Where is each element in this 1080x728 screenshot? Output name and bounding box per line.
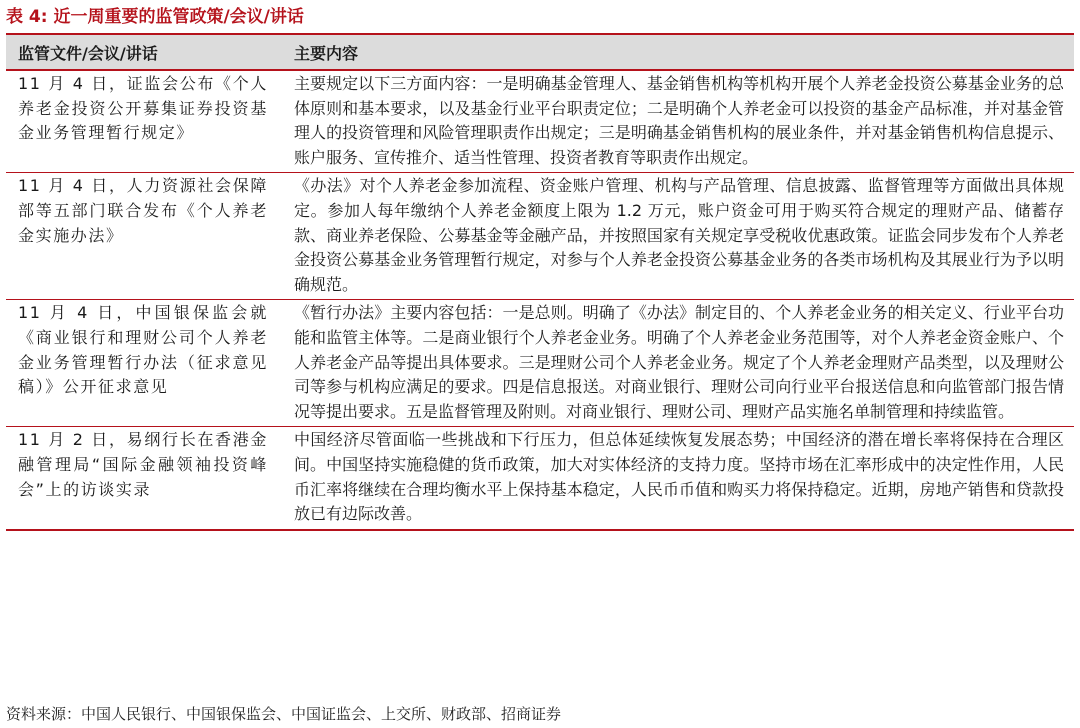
- event-cell: 11 月 2 日，易纲行长在香港金融管理局“国际金融领袖投资峰会”上的访谈实录: [6, 427, 282, 530]
- event-cell: 11 月 4 日，中国银保监会就《商业银行和理财公司个人养老金业务管理暂行办法（征求意见稿）》公开征求意见: [6, 300, 282, 427]
- table-title: 表 4: 近一周重要的监管政策/会议/讲话: [6, 7, 304, 27]
- header-content: 主要内容: [282, 34, 1074, 70]
- table-row: [6, 300, 1074, 427]
- event-cell: 11 月 4 日，证监会公布《个人养老金投资公开募集证券投资基金业务管理暂行规定》: [6, 70, 282, 173]
- content-cell: 《暂行办法》主要内容包括：一是总则。明确了《办法》制定目的、个人养老金业务的相关定义、行业平台功能和监管主体等。二是商业银行个人养老金业务。明确了个人养老金业务范围等，对个人养老金资金账户、个人养老金产品等提出具体要求。三是理财公司个人养老金业务。规定了个人养老金理财产品类型，以及理财公司等参与机构应满足的要求。四是信息报送。对商业银行、理财公司向行业平台报送信息和向监管部门报告情况等提出要求。五是监督管理及附则。对商业银行、理财公司、理财产品实施名单制管理和持续监管。: [282, 300, 1074, 427]
- policy-table: [6, 33, 1074, 531]
- event-cell: 11 月 4 日，人力资源社会保障部等五部门联合发布《个人养老金实施办法》: [6, 173, 282, 300]
- content-cell: 主要规定以下三方面内容：一是明确基金管理人、基金销售机构等机构开展个人养老金投资公募基金业务的总体原则和基本要求，以及基金行业平台职责定位；二是明确个人养老金可以投资的基金产品标准，并对基金管理人的投资管理和风险管理职责作出规定；三是明确基金销售机构的展业条件，并对基金销售机构信息提示、账户服务、宣传推介、适当性管理、投资者教育等职责作出规定。: [282, 70, 1074, 173]
- content-cell: 《办法》对个人养老金参加流程、资金账户管理、机构与产品管理、信息披露、监督管理等方面做出具体规定。参加人每年缴纳个人养老金额度上限为 1.2 万元，账户资金可用于购买符合规定的理财产品、储蓄存款、商业养老保险、公募基金等金融产品，并按照国家有关规定享受税收优惠政策。证监会同步发布个人养老金投资公募基金业务管理暂行规定，对参与个人养老金投资公募基金业务的各类市场机构及其展业行为予以明确规范。: [282, 173, 1074, 300]
- source-note: 资料来源：中国人民银行、中国银保监会、中国证监会、上交所、财政部、招商证券: [6, 705, 562, 723]
- table-row: [6, 173, 1074, 300]
- content-cell: 中国经济尽管面临一些挑战和下行压力，但总体延续恢复发展态势；中国经济的潜在增长率将保持在合理区间。中国坚持实施稳健的货币政策，加大对实体经济的支持力度。坚持市场在汇率形成中的决定性作用，人民币汇率将继续在合理均衡水平上保持基本稳定，人民币币值和购买力将保持稳定。近期，房地产销售和贷款投放已有边际改善。: [282, 427, 1074, 530]
- table-row: [6, 70, 1074, 173]
- table-row: [6, 427, 1074, 530]
- header-event: 监管文件/会议/讲话: [6, 34, 282, 70]
- table-header-row: [6, 34, 1074, 70]
